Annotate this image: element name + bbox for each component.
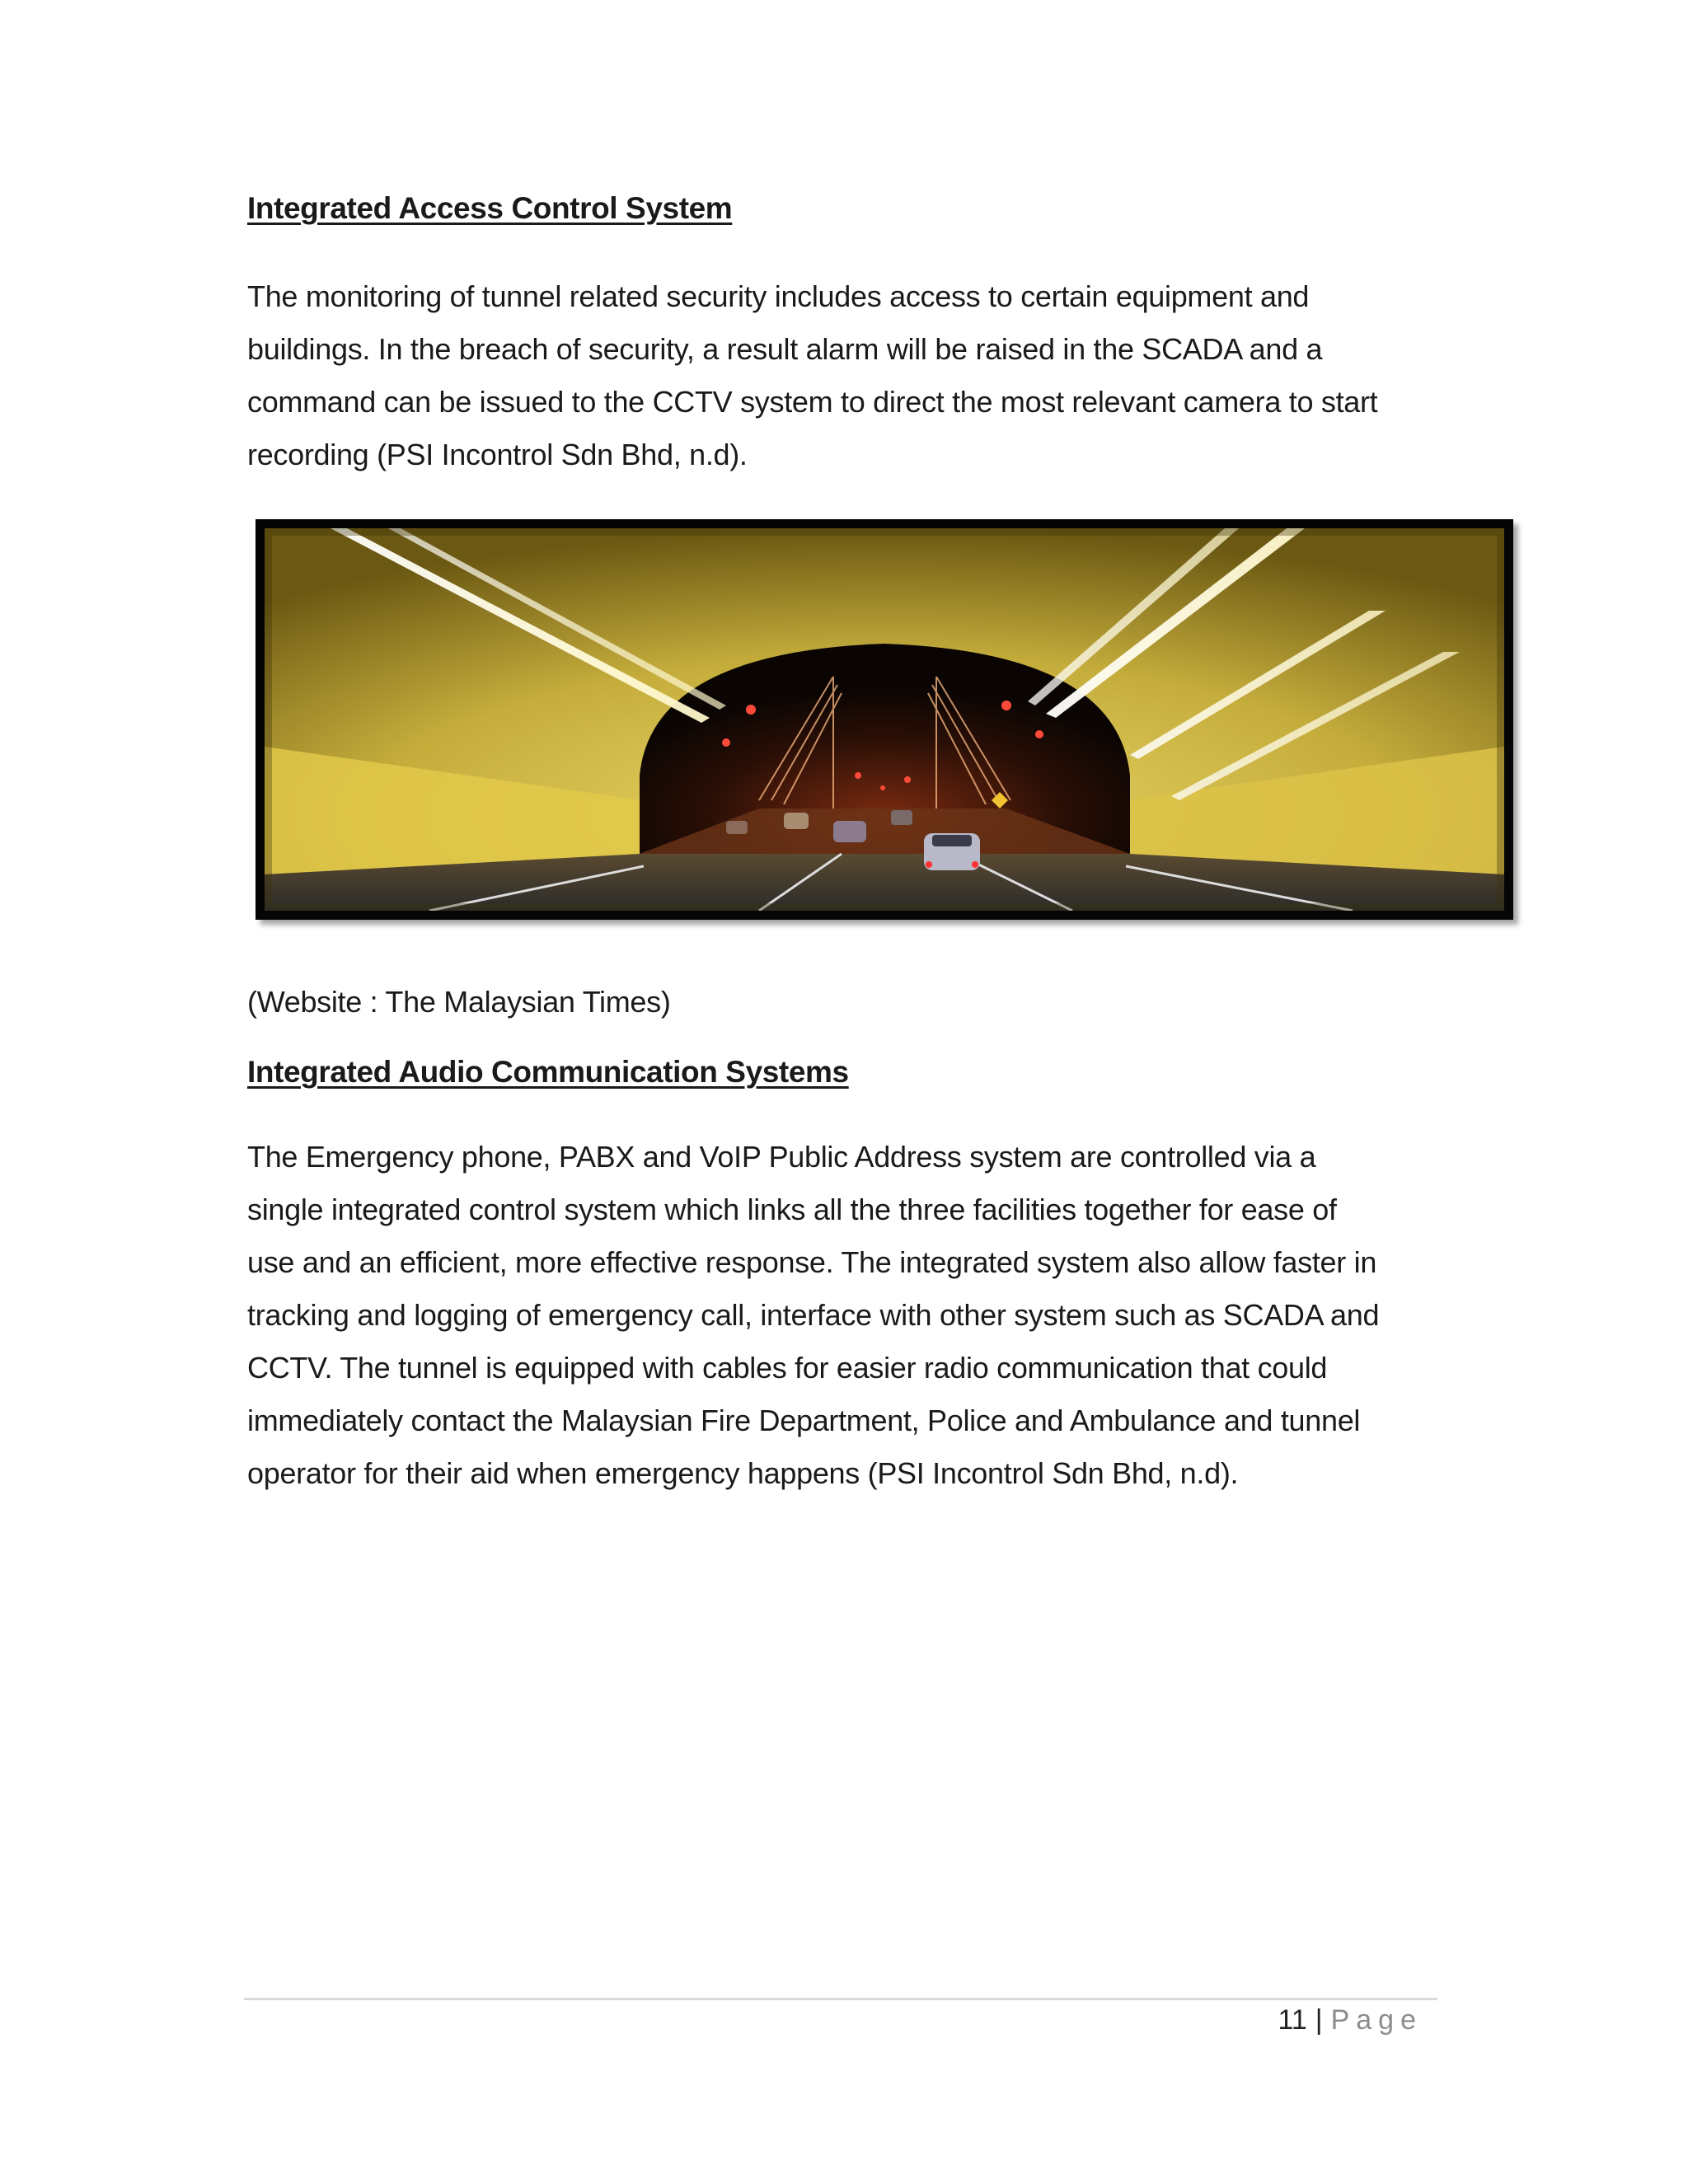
paragraph-line: single integrated control system which links all the three facilities together for ease of [247, 1193, 1337, 1226]
footer-separator: | [1315, 2004, 1323, 2036]
paragraph-line: operator for their aid when emergency happens (PSI Incontrol Sdn Bhd, n.d). [247, 1456, 1239, 1490]
footer-divider [244, 1998, 1437, 2000]
paragraph-line: The Emergency phone, PABX and VoIP Public Address system are controlled via a [247, 1140, 1316, 1174]
paragraph-access-control [247, 270, 1377, 481]
paragraph-line: The monitoring of tunnel related security includes access to certain equipment and [247, 279, 1310, 313]
paragraph-line: recording (PSI Incontrol Sdn Bhd, n.d). [247, 438, 748, 471]
paragraph-line: CCTV. The tunnel is equipped with cables for easier radio communication that could [247, 1351, 1328, 1385]
page-number: 11 [1278, 2004, 1307, 2036]
section-heading-access-control: Integrated Access Control System [247, 191, 733, 225]
tunnel-photo-frame [256, 519, 1513, 920]
tunnel-photo [265, 528, 1504, 911]
paragraph-line: buildings. In the breach of security, a result alarm will be raised in the SCADA and a [247, 332, 1323, 366]
section-heading-audio-communication: Integrated Audio Communication Systems [247, 1055, 849, 1089]
paragraph-line: tracking and logging of emergency call, interface with other system such as SCADA and [247, 1298, 1380, 1332]
page-footer [1278, 2004, 1423, 2036]
paragraph-audio-communication [247, 1131, 1379, 1500]
paragraph-line: command can be issued to the CCTV system to direct the most relevant camera to start [247, 385, 1378, 419]
paragraph-line: use and an efficient, more effective response. The integrated system also allow faster in [247, 1245, 1377, 1279]
paragraph-line: immediately contact the Malaysian Fire Department, Police and Ambulance and tunnel [247, 1404, 1361, 1437]
page-word: Page [1330, 2004, 1423, 2036]
figure-caption: (Website : The Malaysian Times) [247, 985, 671, 1019]
